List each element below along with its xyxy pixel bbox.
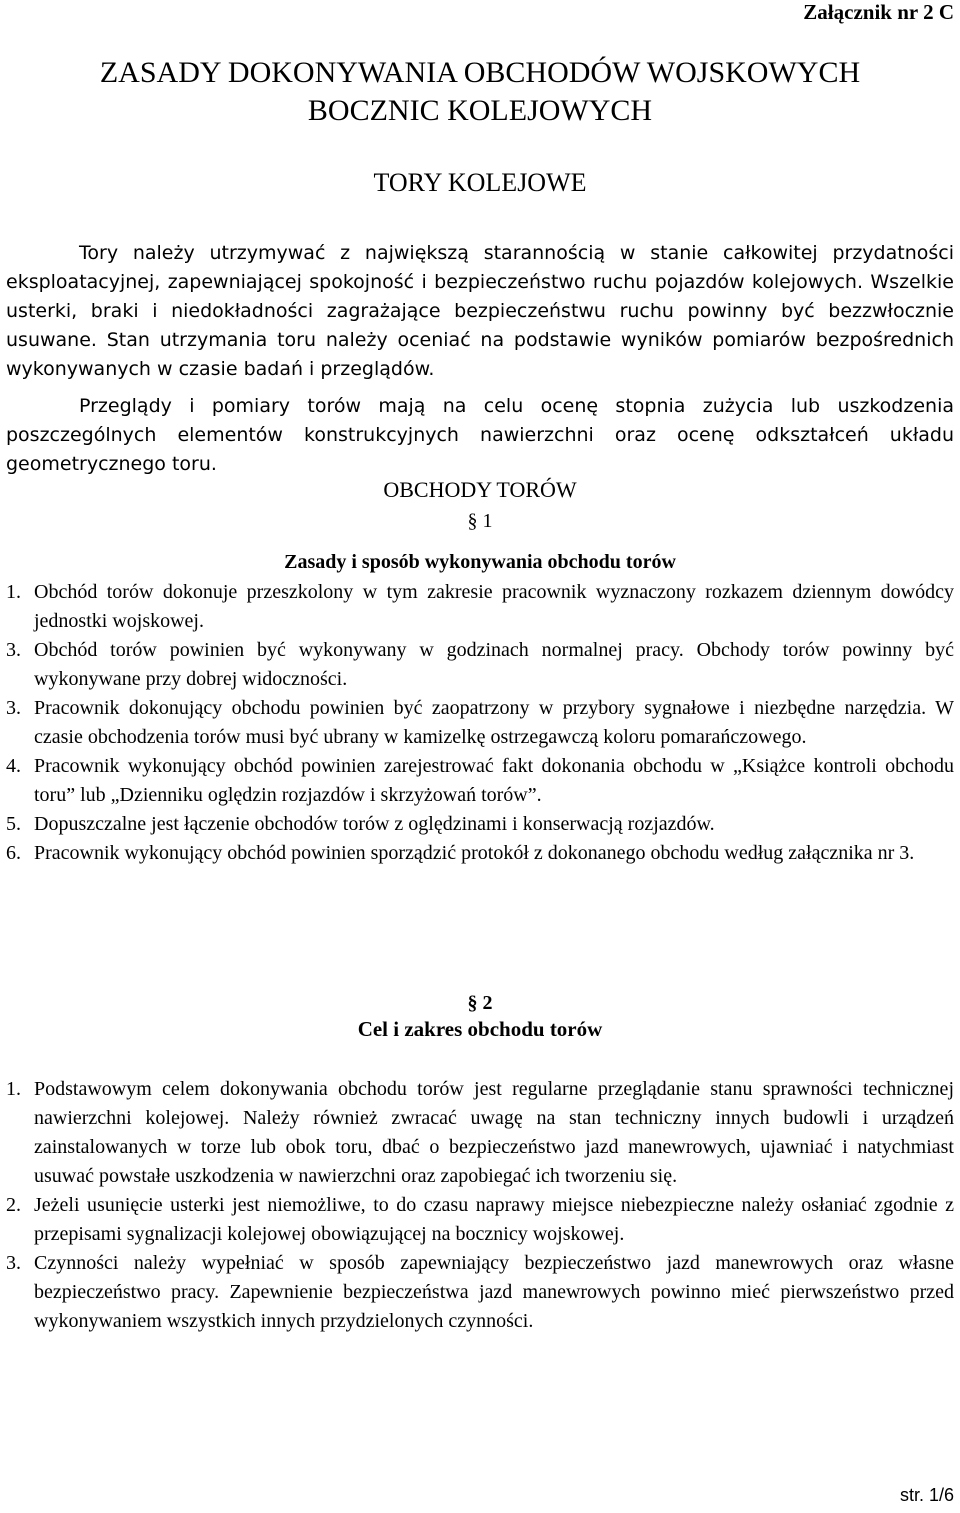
heading-inspections: OBCHODY TORÓW bbox=[383, 477, 577, 502]
list-item-text: Pracownik wykonujący obchód powinien sporządzić protokół z dokonanego obchodu według załącznika nr 3. bbox=[34, 842, 915, 864]
list-item-text: Jeżeli usunięcie usterki jest niemożliwe, to do czasu naprawy miejsce niebezpieczne należy osłaniać zgodnie z przepisami sygnalizacji kolejowej obowiązującej na bocznicy wojskowej. bbox=[34, 1194, 954, 1245]
intro-paragraph-2 bbox=[6, 392, 954, 479]
page-number: str. 1/6 bbox=[899, 1485, 954, 1505]
intro-paragraph-1-text: Tory należy utrzymywać z największą starannością w stanie całkowitej przydatności eksploatacyjnej, zapewniającej spokojność i bezpieczeństwo ruchu pojazdów kolejowych. Wszelkie usterki, braki i niedokładności zagrażające bezpieczeństwu ruchu powinny być bezzwłocznie usuwane. Stan utrzymania toru należy oceniać na podstawie wyników pomiarów bezpośrednich wykonywanych w czasie badań i przeglądów. bbox=[6, 242, 954, 380]
document-title bbox=[0, 54, 960, 130]
document-title-line-2: BOCZNIC KOLEJOWYCH bbox=[307, 94, 653, 127]
list-item bbox=[6, 1249, 954, 1336]
heading-tracks: TORY KOLEJOWE bbox=[373, 168, 587, 197]
list-item bbox=[6, 694, 954, 752]
list-item bbox=[6, 839, 954, 868]
annex-label: Załącznik nr 2 C bbox=[803, 0, 954, 24]
list-item bbox=[6, 1075, 954, 1191]
list-item-number: 5. bbox=[6, 813, 21, 835]
list-item bbox=[6, 1191, 954, 1249]
list-item-number: 1. bbox=[6, 1078, 21, 1100]
list-item bbox=[6, 810, 954, 839]
list-item-number: 3. bbox=[6, 697, 21, 719]
intro-paragraph-2-text: Przeglądy i pomiary torów mają na celu ocenę stopnia zużycia lub uszkodzenia poszczególnych elementów konstrukcyjnych nawierzchni oraz ocenę odkształceń układu geometrycznego toru. bbox=[6, 395, 954, 475]
section-2-title: Cel i zakres obchodu torów bbox=[357, 1017, 603, 1041]
intro-paragraph-1 bbox=[6, 239, 954, 384]
list-item-text: Obchód torów dokonuje przeszkolony w tym zakresie pracownik wyznaczony rozkazem dziennym dowódcy jednostki wojskowej. bbox=[34, 581, 954, 632]
list-item-number: 4. bbox=[6, 755, 21, 777]
list-item-text: Pracownik wykonujący obchód powinien zarejestrować fakt dokonania obchodu w „Książce kontroli obchodu toru” lub „Dzienniku oględzin rozjazdów i skrzyżowań torów”. bbox=[34, 755, 954, 806]
section-1-mark: § 1 bbox=[467, 510, 493, 532]
list-item-text: Pracownik dokonujący obchodu powinien być zaopatrzony w przybory sygnałowe i niezbędne narzędzia. W czasie obchodzenia torów musi być ubrany w kamizelkę ostrzegawczą koloru pomarańczowego. bbox=[34, 697, 954, 748]
list-item-number: 3. bbox=[6, 1252, 21, 1274]
list-item-number: 3. bbox=[6, 639, 21, 661]
section-2-list bbox=[6, 1075, 954, 1336]
list-item-number: 2. bbox=[6, 1194, 21, 1216]
section-2-mark: § 2 bbox=[467, 992, 493, 1014]
list-item-number: 6. bbox=[6, 842, 21, 864]
list-item bbox=[6, 752, 954, 810]
list-item bbox=[6, 578, 954, 636]
section-1-list bbox=[6, 578, 954, 868]
list-item-number: 1. bbox=[6, 581, 21, 603]
list-item bbox=[6, 636, 954, 694]
list-item-text: Podstawowym celem dokonywania obchodu torów jest regularne przeglądanie stanu sprawności technicznej nawierzchni kolejowej. Należy również zwracać uwagę na stan techniczny innych budowli i urządzeń zainstalowanych w torze lub obok toru, dbać o bezpieczeństwo jazd manewrowych, ujawniać i natychmiast usuwać powstałe uszkodzenia w nawierzchni oraz zapobiegać ich tworzeniu się. bbox=[34, 1078, 954, 1187]
list-item-text: Obchód torów powinien być wykonywany w godzinach normalnej pracy. Obchody torów powinny być wykonywane przy dobrej widoczności. bbox=[34, 639, 954, 690]
list-item-text: Dopuszczalne jest łączenie obchodów torów z oględzinami i konserwacją rozjazdów. bbox=[34, 813, 715, 835]
section-1-title: Zasady i sposób wykonywania obchodu torów bbox=[284, 551, 676, 573]
document-title-line-1: ZASADY DOKONYWANIA OBCHODÓW WOJSKOWYCH bbox=[99, 56, 861, 89]
list-item-text: Czynności należy wypełniać w sposób zapewniający bezpieczeństwo jazd manewrowych oraz własne bezpieczeństwo pracy. Zapewnienie bezpieczeństwa jazd manewrowych powinno mieć pierwszeństwo przed wykonywaniem wszystkich innych przydzielonych czynności. bbox=[34, 1252, 954, 1332]
